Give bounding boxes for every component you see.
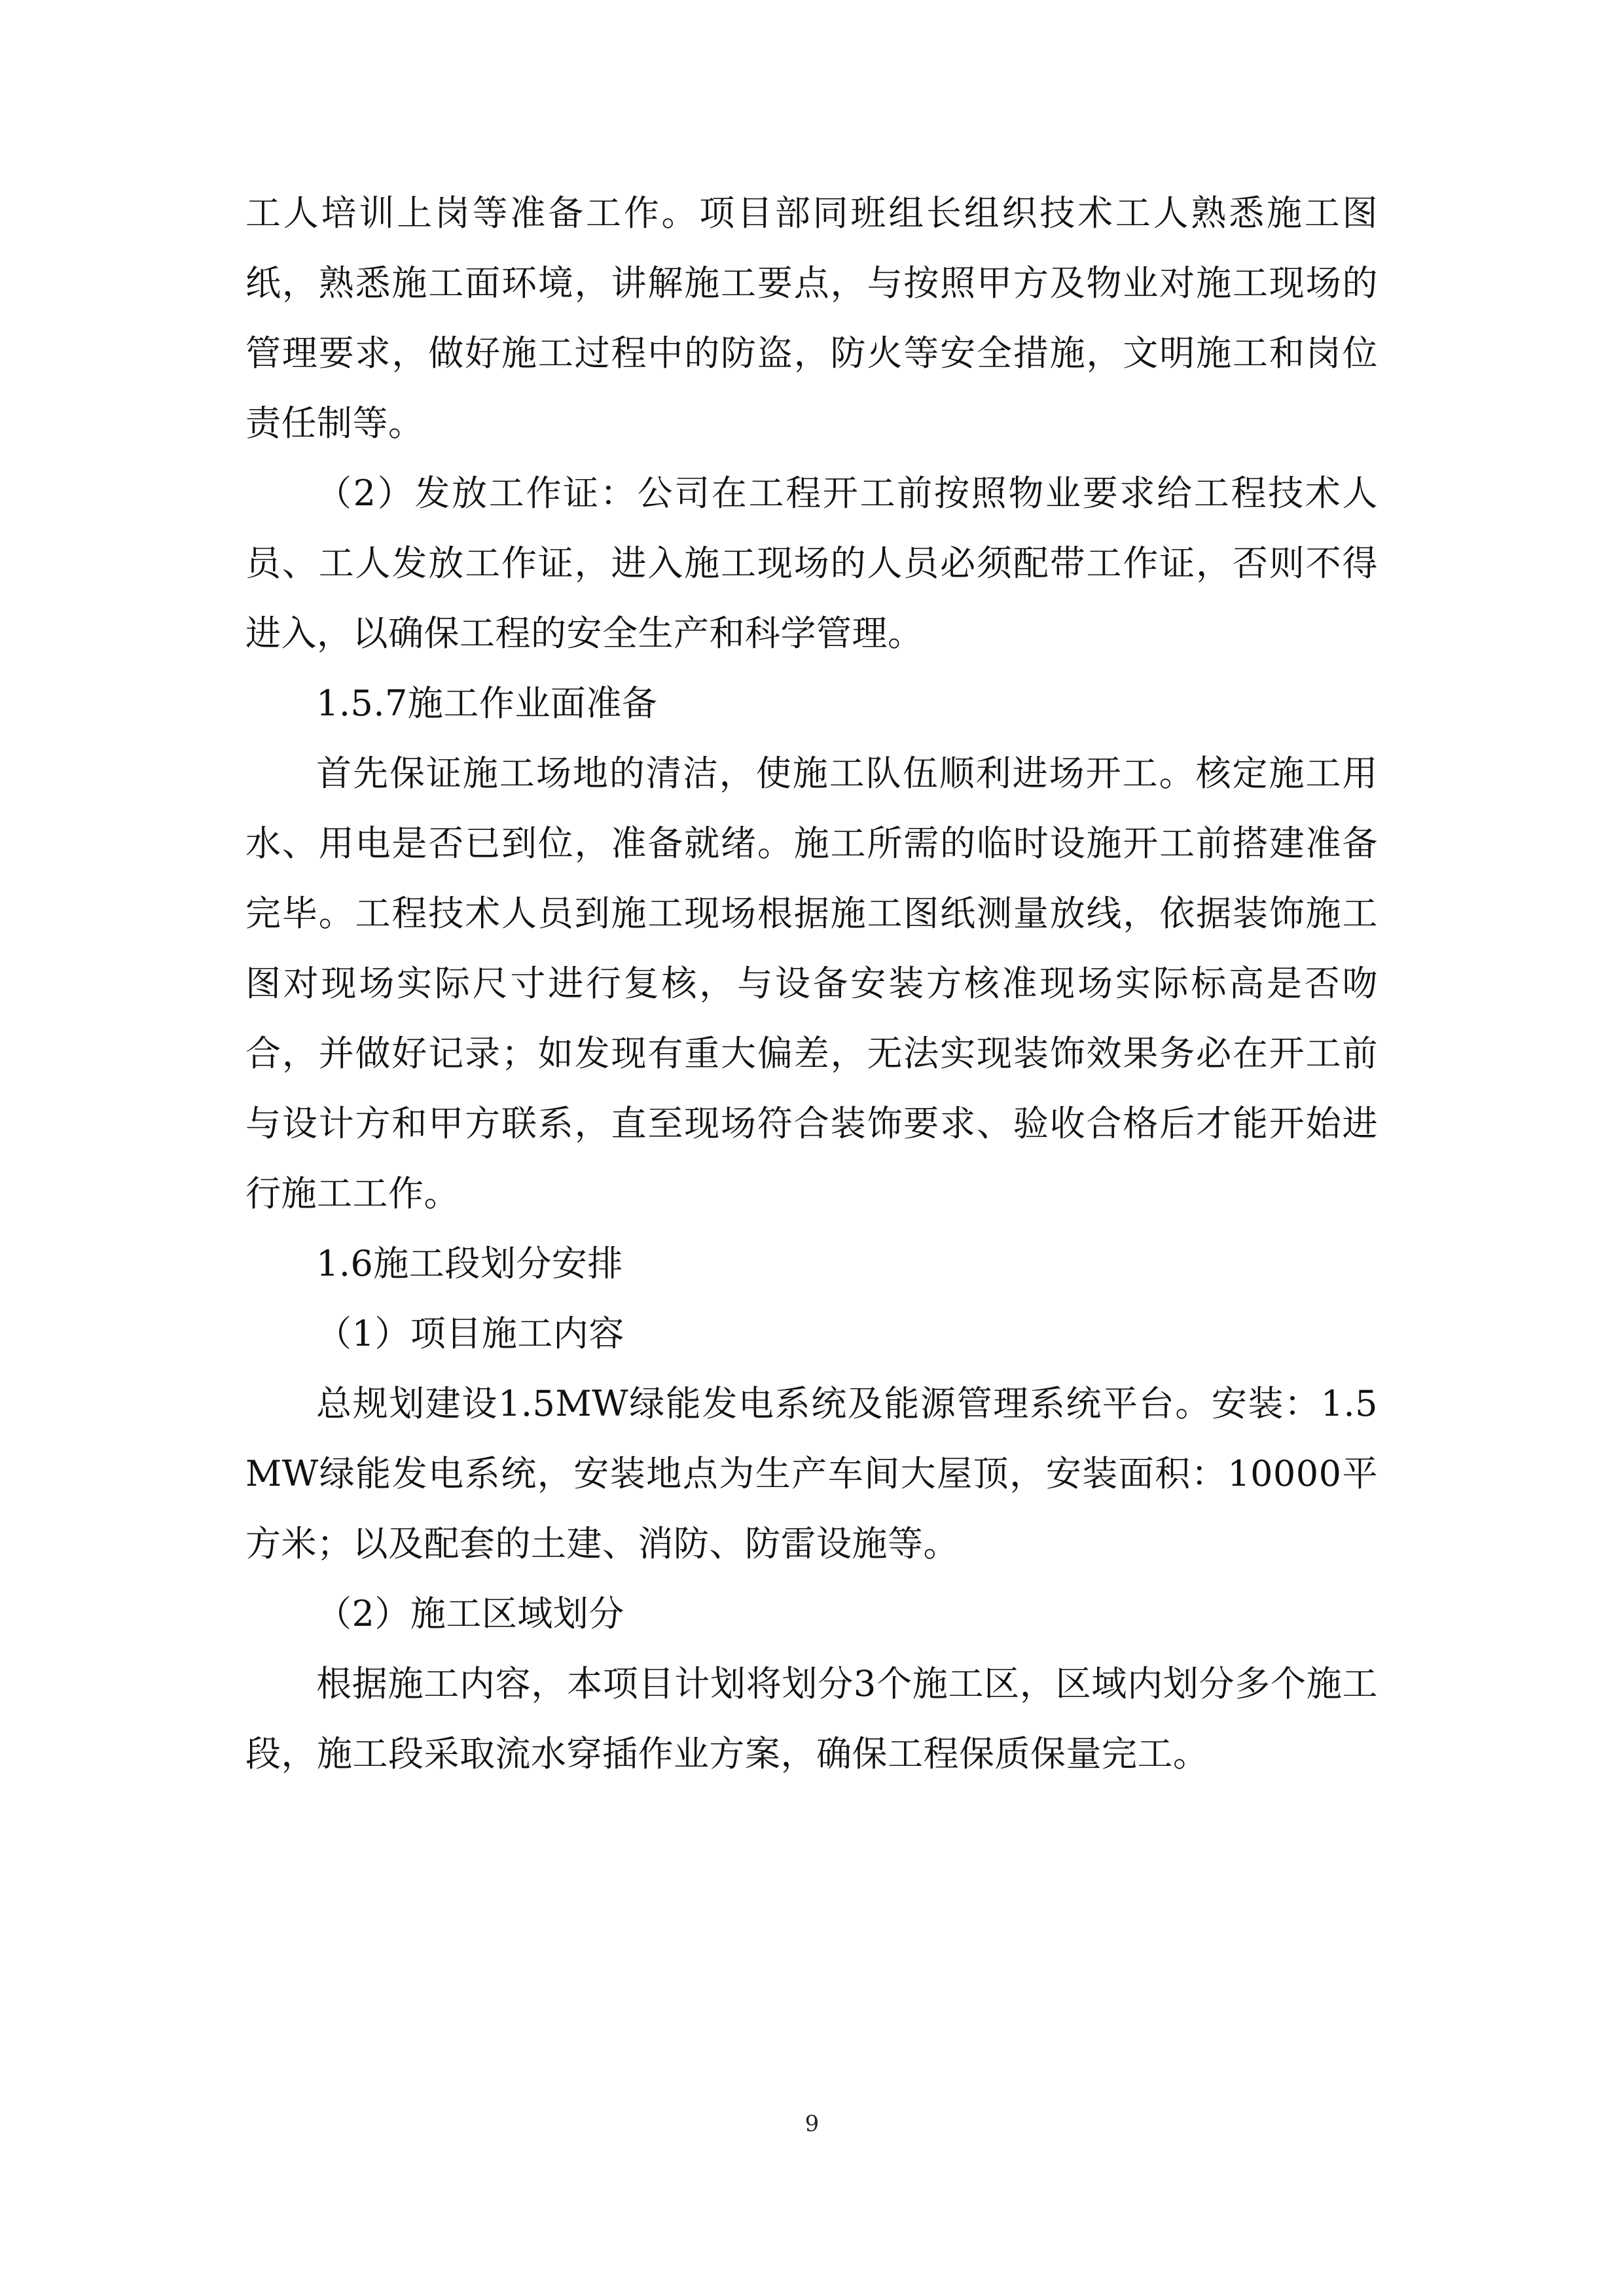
document-body [245, 178, 1378, 1789]
paragraph-work-permit: （2）发放工作证：公司在工程开工前按照物业要求给工程技术人员、工人发放工作证，进入施工现场的人员必须配带工作证，否则不得进入，以确保工程的安全生产和科学管理。 [245, 473, 1378, 654]
subheading-area-division: （2）施工区域划分 [316, 1593, 624, 1634]
section-heading-1-6: 1.6施工段划分安排 [316, 1243, 623, 1284]
section-heading-1-5-7: 1.5.7施工作业面准备 [316, 683, 658, 724]
paragraph-work-surface-prep: 首先保证施工场地的清洁，使施工队伍顺利进场开工。核定施工用水、用电是否已到位，准备就绪。施工所需的临时设施开工前搭建准备完毕。工程技术人员到施工现场根据施工图纸测量放线，依据装饰施工图对现场实际尺寸进行复核，与设备安装方核准现场实际标高是否吻合，并做好记录；如发现有重大偏差，无法实现装饰效果务必在开工前与设计方和甲方联系，直至现场符合装饰要求、验收合格后才能开始进行施工工作。 [245, 753, 1378, 1214]
paragraph-project-content: 总规划建设1.5MW绿能发电系统及能源管理系统平台。安装：1.5MW绿能发电系统，安装地点为生产车间大屋顶，安装面积：10000平方米；以及配套的土建、消防、防雷设施等。 [245, 1383, 1378, 1564]
paragraph-training: 工人培训上岗等准备工作。项目部同班组长组织技术工人熟悉施工图纸，熟悉施工面环境，讲解施工要点，与按照甲方及物业对施工现场的管理要求，做好施工过程中的防盗，防火等安全措施，文明施工和岗位责任制等。 [245, 192, 1378, 444]
subheading-project-content: （1）项目施工内容 [316, 1313, 624, 1354]
page-number: 9 [804, 2111, 820, 2137]
paragraph-area-division: 根据施工内容，本项目计划将划分3个施工区，区域内划分多个施工段，施工段采取流水穿插作业方案，确保工程保质保量完工。 [245, 1663, 1378, 1774]
